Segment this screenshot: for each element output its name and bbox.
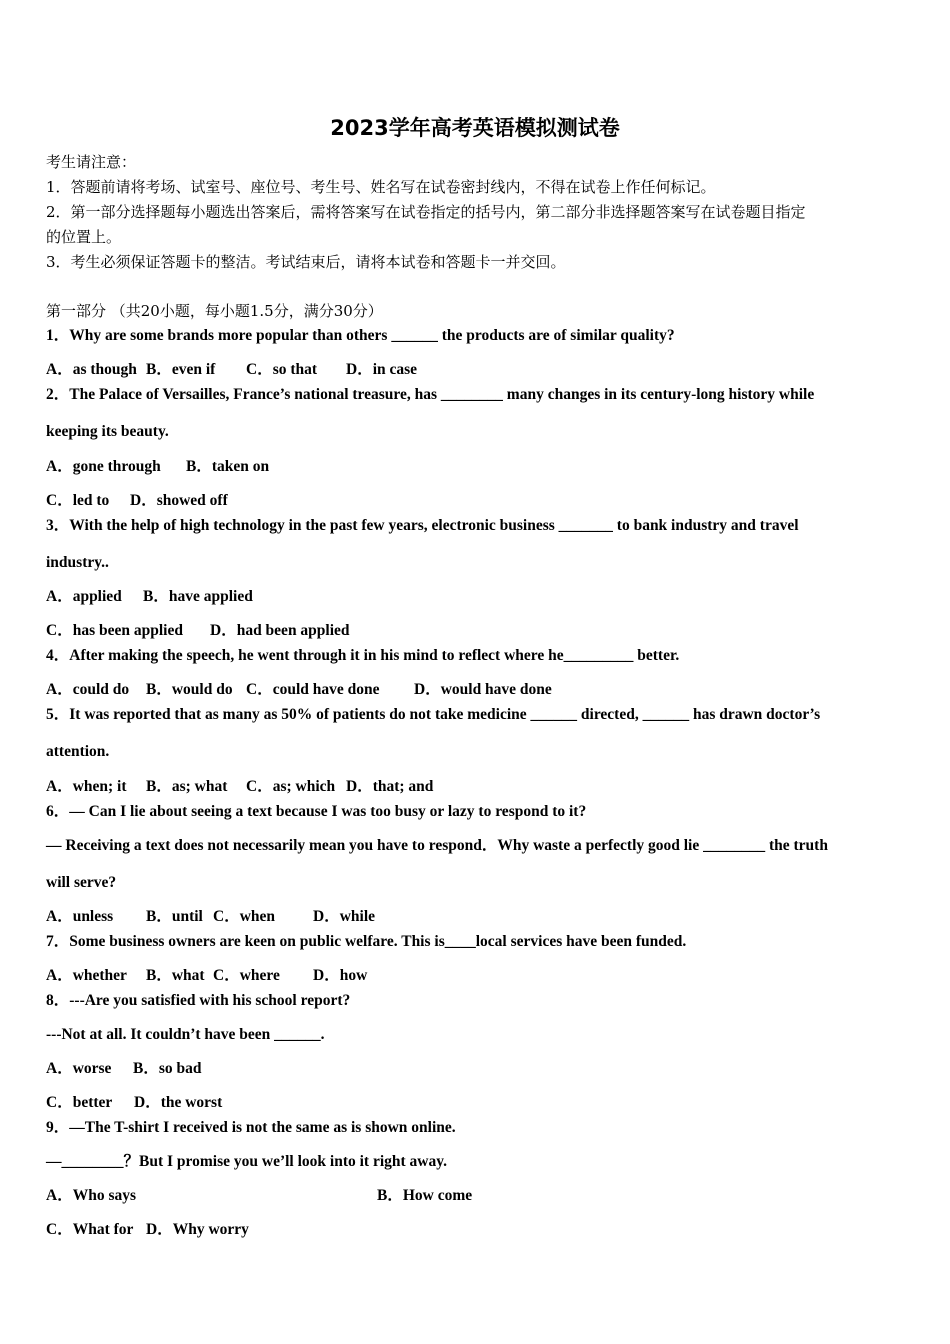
question-8-stem: 8．---Are you satisfied with his school report? [46,992,351,1009]
option-b: B．even if [146,361,216,378]
question-5-stem: 5．It was reported that as many as 50% of patients do not take medicine ______ directed, ______ has drawn doctor’s [46,706,821,723]
option-d: D．that; and [346,778,434,795]
notice-item-2-cont: 的位置上。 [46,228,122,246]
question-1-stem: 1．Why are some brands more popular than others ______ the products are of similar quality? [46,327,675,344]
question-8-options-row2 [46,1093,906,1113]
question-1-options [46,360,906,380]
part-heading: 第一部分 （共20小题，每小题1.5分，满分30分） [46,302,383,320]
option-b: B．so bad [133,1060,202,1077]
option-b: B．until [146,908,203,925]
option-c: C．as; which [246,778,336,795]
question-6-stem: 6．— Can I lie about seeing a text because I was too busy or lazy to respond to it? [46,803,587,820]
option-c: C．when [213,908,276,925]
question-8-options-row1 [46,1059,906,1079]
notice-item-2: 2．第一部分选择题每小题选出答案后，需将答案写在试卷指定的括号内，第二部分非选择题答案写在试卷题目指定 [46,203,806,221]
question-9-options-row2 [46,1220,906,1240]
option-a: A．Who says [46,1187,137,1204]
option-a: A．as though [46,361,137,378]
notice-item-3: 3．考生必须保证答题卡的整洁。考试结束后，请将本试卷和答题卡一并交回。 [46,253,566,271]
question-3-stem-cont: industry.. [46,554,109,571]
option-d: D．had been applied [210,622,350,639]
notice-heading: 考生请注意： [46,153,137,171]
option-d: D．would have done [414,681,552,698]
question-2-options-row1 [46,457,906,477]
question-6-stem-cont: — Receiving a text does not necessarily mean you have to respond．Why waste a perfectly good lie ________ the truth [46,837,828,854]
option-c: C．better [46,1094,113,1111]
question-2-stem: 2．The Palace of Versailles, France’s national treasure, has ________ many changes in its century-long history while [46,386,815,403]
option-d: D．while [313,908,376,925]
option-b: B．what [146,967,205,984]
question-3-stem: 3．With the help of high technology in the past few years, electronic business _______ to bank industry and travel [46,517,799,534]
option-a: A．could do [46,681,130,698]
option-a: A．unless [46,908,114,925]
option-a: A．when; it [46,778,127,795]
option-b: B．have applied [143,588,253,605]
option-b: B．taken on [186,458,270,475]
question-4-options [46,680,906,700]
notice-item-1: 1．答题前请将考场、试室号、座位号、考生号、姓名写在试卷密封线内，不得在试卷上作任何标记。 [46,178,716,196]
option-c: C．What for [46,1221,134,1238]
question-5-stem-cont: attention. [46,743,110,760]
option-d: D．in case [346,361,418,378]
option-d: D．showed off [130,492,228,509]
option-a: A．whether [46,967,127,984]
question-7-stem: 7．Some business owners are keen on public welfare. This is____local services have been funded. [46,933,687,950]
option-d: D．the worst [134,1094,223,1111]
option-c: C．so that [246,361,318,378]
option-c: C．led to [46,492,110,509]
question-3-options-row2 [46,621,906,641]
page-title: 2023学年高考英语模拟测试卷 [330,116,620,140]
question-7-options [46,966,906,986]
question-9-stem-cont: —________？But I promise you we’ll look into it right away. [46,1153,448,1170]
option-c: C．where [213,967,280,984]
option-b: B．How come [377,1187,473,1204]
question-2-options-row2 [46,491,906,511]
question-9-stem: 9．—The T-shirt I received is not the same as is shown online. [46,1119,456,1136]
question-2-stem-cont: keeping its beauty. [46,423,169,440]
option-b: B．as; what [146,778,228,795]
option-d: D．how [313,967,368,984]
option-a: A．worse [46,1060,112,1077]
question-8-stem-cont: ---Not at all. It couldn’t have been ______. [46,1026,325,1043]
option-c: C．could have done [246,681,380,698]
question-6-options [46,907,906,927]
question-3-options-row1 [46,587,906,607]
option-b: B．would do [146,681,233,698]
option-a: A．gone through [46,458,161,475]
option-a: A．applied [46,588,122,605]
question-6-stem-cont-2: will serve? [46,874,117,891]
option-d: D．Why worry [146,1221,249,1238]
question-9-options-row1 [46,1186,906,1206]
question-4-stem: 4．After making the speech, he went through it in his mind to reflect where he_________ better. [46,647,680,664]
question-5-options [46,777,906,797]
option-c: C．has been applied [46,622,183,639]
